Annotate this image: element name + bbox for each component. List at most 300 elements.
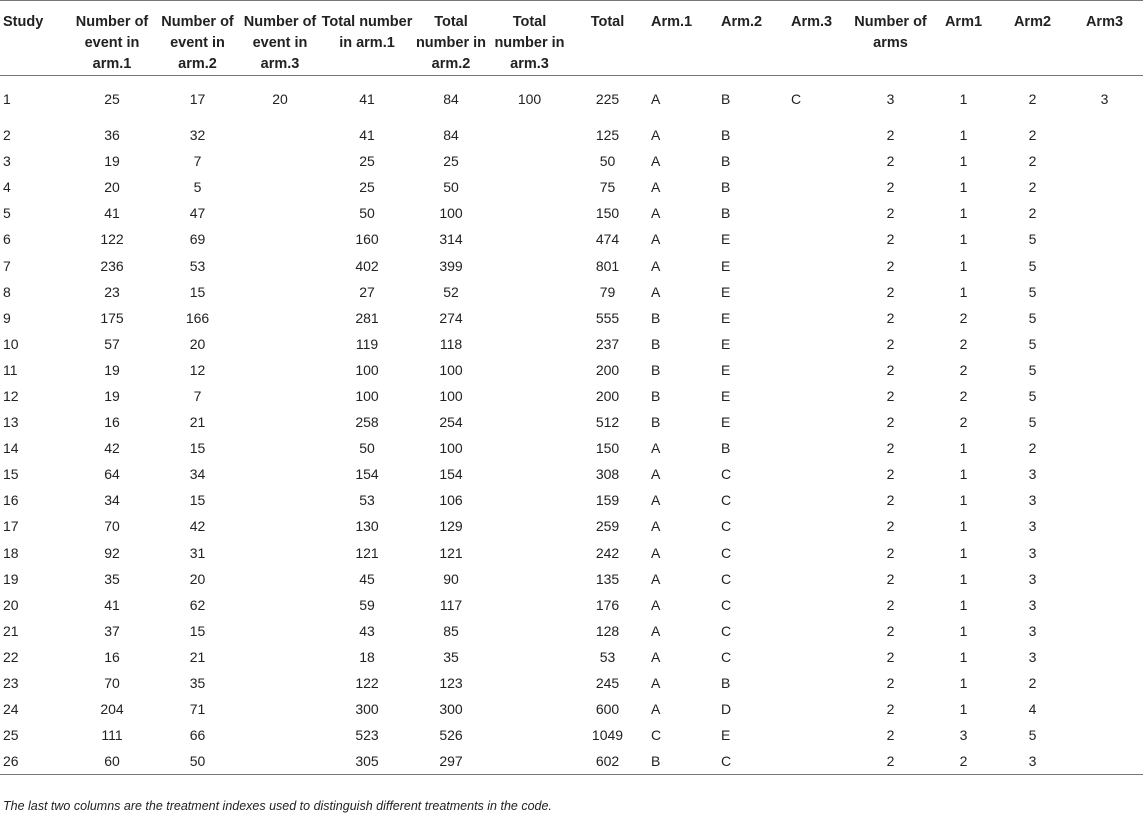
table-cell: 150: [595, 440, 620, 457]
table-cell: 3: [1028, 492, 1037, 509]
table-cell: 3: [1028, 648, 1037, 665]
table-cell: 75: [599, 179, 616, 196]
table-cell: 154: [355, 466, 379, 483]
table-cell: [783, 279, 853, 305]
table-cell: 84: [443, 91, 459, 107]
table-cell: 166: [185, 309, 210, 326]
table-cell: [783, 435, 853, 461]
table-cell: 2: [1028, 127, 1037, 144]
table-cell: [489, 122, 570, 148]
table-cell: 200: [595, 387, 620, 404]
table-cell: 245: [595, 675, 620, 692]
table-cell: 2: [886, 361, 895, 378]
column-header: Arm.2: [721, 14, 763, 30]
table-cell: 100: [439, 440, 463, 457]
table-cell: 19: [104, 361, 120, 378]
table-cell: 2: [886, 570, 895, 587]
table-cell: 2: [886, 518, 895, 535]
table-cell: C: [721, 544, 732, 561]
table-cell: 41: [104, 205, 120, 222]
table-cell: A: [651, 205, 661, 222]
table-cell: [1066, 670, 1143, 696]
table-cell: 122: [100, 231, 124, 248]
table-cell: C: [721, 466, 732, 483]
table-cell: [783, 461, 853, 487]
table-cell: [489, 748, 570, 775]
table-cell: [239, 513, 321, 539]
table-cell: B: [721, 153, 731, 170]
table-header: [0, 1, 1143, 76]
table-cell: 242: [595, 544, 620, 561]
table-cell: E: [721, 335, 731, 352]
table-cell: A: [651, 622, 661, 639]
table-cell: 53: [599, 648, 616, 665]
table-cell: 1: [959, 701, 968, 718]
table-cell: [239, 357, 321, 383]
table-cell: [783, 670, 853, 696]
table-cell: [239, 383, 321, 409]
table-cell: 125: [595, 127, 620, 144]
table-cell: A: [651, 231, 661, 248]
table-cell: 18: [359, 648, 375, 665]
table-cell: [1066, 305, 1143, 331]
table-cell: 5: [193, 179, 202, 196]
table-cell: 14: [3, 440, 19, 457]
table-cell: 2: [1028, 179, 1037, 196]
table-cell: 53: [189, 257, 206, 274]
table-cell: 17: [3, 518, 19, 535]
table-cell: 62: [189, 596, 206, 613]
table-cell: 1: [959, 205, 968, 222]
table-cell: [1066, 226, 1143, 252]
table-cell: 5: [1028, 414, 1037, 431]
table-cell: [783, 252, 853, 278]
table-cell: [1066, 644, 1143, 670]
table-cell: 254: [439, 414, 463, 431]
table-cell: [489, 226, 570, 252]
table-cell: 3: [1028, 622, 1037, 639]
table-cell: [239, 174, 321, 200]
table-row: [0, 435, 1143, 461]
table-cell: [489, 409, 570, 435]
table-cell: 3: [1028, 596, 1037, 613]
table-cell: 3: [886, 91, 895, 107]
table-cell: 25: [443, 153, 459, 170]
table-cell: 18: [3, 544, 19, 561]
table-cell: [1066, 618, 1143, 644]
table-cell: [489, 618, 570, 644]
table-cell: [783, 513, 853, 539]
table-cell: 21: [189, 648, 206, 665]
table-cell: 100: [355, 387, 379, 404]
table-cell: [783, 696, 853, 722]
table-cell: 36: [104, 127, 120, 144]
table-cell: 13: [3, 414, 19, 431]
table-cell: B: [721, 440, 731, 457]
table-cell: [489, 513, 570, 539]
table-cell: [239, 566, 321, 592]
table-cell: 19: [104, 153, 120, 170]
table-cell: 3: [1028, 570, 1037, 587]
table-row: [0, 331, 1143, 357]
table-cell: [239, 122, 321, 148]
table-cell: A: [651, 127, 661, 144]
table-cell: [783, 487, 853, 513]
table-cell: 57: [104, 335, 120, 352]
table-cell: 130: [355, 518, 379, 535]
table-cell: 2: [886, 153, 895, 170]
table-cell: 5: [1028, 231, 1037, 248]
table-cell: [489, 696, 570, 722]
table-cell: 1: [959, 153, 968, 170]
table-cell: [1066, 540, 1143, 566]
table-cell: E: [721, 361, 731, 378]
table-cell: A: [651, 544, 661, 561]
table-cell: [783, 383, 853, 409]
table-cell: [1066, 200, 1143, 226]
table-cell: 2: [886, 257, 895, 274]
table-cell: [1066, 487, 1143, 513]
table-cell: 555: [595, 309, 620, 326]
table-cell: 2: [886, 753, 895, 770]
table-cell: [1066, 357, 1143, 383]
table-cell: [489, 722, 570, 748]
table-cell: [239, 409, 321, 435]
table-cell: 602: [595, 753, 620, 770]
table-cell: 512: [595, 414, 620, 431]
table-cell: 34: [104, 492, 120, 509]
table-cell: [489, 592, 570, 618]
table-cell: 1: [959, 518, 968, 535]
table-cell: 19: [104, 387, 120, 404]
table-cell: 176: [595, 596, 620, 613]
table-cell: 15: [189, 440, 206, 457]
table-cell: [783, 122, 853, 148]
table-row: [0, 696, 1143, 722]
table-cell: 111: [101, 727, 123, 744]
table-cell: C: [721, 570, 732, 587]
table-cell: 2: [1028, 91, 1037, 107]
table-cell: 21: [3, 622, 19, 639]
table-cell: 2: [1028, 205, 1037, 222]
table-cell: A: [651, 257, 661, 274]
table-cell: 3: [1028, 466, 1037, 483]
table-row: [0, 540, 1143, 566]
table-cell: [489, 148, 570, 174]
table-cell: 85: [443, 622, 459, 639]
table-cell: 20: [272, 91, 288, 107]
table-cell: 2: [886, 231, 895, 248]
table-cell: 3: [959, 727, 968, 744]
table-cell: 122: [355, 675, 379, 692]
table-cell: [1066, 252, 1143, 278]
table-cell: [489, 540, 570, 566]
table-cell: 35: [189, 675, 206, 692]
table-cell: E: [721, 231, 731, 248]
table-cell: 474: [595, 231, 620, 248]
table-cell: 50: [189, 753, 206, 770]
table-cell: [239, 148, 321, 174]
table-cell: 15: [189, 283, 206, 300]
table-cell: 128: [595, 622, 620, 639]
table-cell: A: [651, 91, 661, 107]
table-cell: B: [651, 414, 661, 431]
table-cell: [783, 226, 853, 252]
table-cell: [783, 148, 853, 174]
table-cell: B: [721, 127, 731, 144]
table-cell: 41: [359, 91, 375, 107]
table-cell: C: [721, 596, 732, 613]
table-cell: 9: [3, 309, 11, 326]
table-cell: 5: [1028, 727, 1037, 744]
table-cell: [1066, 148, 1143, 174]
column-header: Number of event in arm.2: [161, 14, 234, 72]
table-cell: 7: [193, 387, 202, 404]
table-cell: 35: [104, 570, 120, 587]
table-cell: 204: [100, 701, 124, 718]
table-cell: 2: [886, 127, 895, 144]
table-cell: [239, 461, 321, 487]
table-cell: A: [651, 648, 661, 665]
table-cell: 5: [3, 205, 11, 222]
table-cell: 32: [189, 127, 206, 144]
table-cell: 42: [104, 440, 120, 457]
table-cell: 399: [439, 257, 463, 274]
table-cell: [489, 487, 570, 513]
table-cell: 47: [189, 205, 206, 222]
table-cell: 5: [1028, 257, 1037, 274]
table-cell: 50: [359, 440, 375, 457]
column-header: Total number in arm.3: [494, 14, 565, 72]
table-cell: [783, 592, 853, 618]
table-cell: E: [721, 414, 731, 431]
table-cell: [239, 540, 321, 566]
table-cell: 2: [886, 283, 895, 300]
table-cell: [239, 748, 321, 775]
table-cell: [1066, 122, 1143, 148]
table-cell: 50: [599, 153, 616, 170]
table-cell: [239, 644, 321, 670]
table-cell: 3: [1028, 518, 1037, 535]
table-cell: [239, 618, 321, 644]
table-cell: [489, 644, 570, 670]
table-cell: [1066, 409, 1143, 435]
table-cell: 1: [959, 596, 968, 613]
table-cell: E: [721, 283, 731, 300]
table-cell: 237: [595, 335, 620, 352]
table-cell: 59: [359, 596, 375, 613]
table-cell: 200: [595, 361, 620, 378]
table-cell: [783, 748, 853, 775]
table-cell: [783, 644, 853, 670]
table-cell: 53: [359, 492, 375, 509]
table-cell: 25: [3, 727, 19, 744]
table-cell: 15: [189, 622, 206, 639]
table-row: [0, 305, 1143, 331]
table-row: [0, 76, 1143, 123]
column-header: Total: [590, 14, 625, 30]
table-cell: 20: [104, 179, 120, 196]
table-cell: 92: [104, 544, 120, 561]
table-cell: 2: [886, 414, 895, 431]
table-cell: [783, 722, 853, 748]
table-cell: 300: [355, 701, 379, 718]
table-cell: C: [721, 492, 732, 509]
table-cell: 274: [439, 309, 463, 326]
table-cell: 5: [1028, 361, 1037, 378]
table-cell: 236: [100, 257, 124, 274]
table-cell: 526: [439, 727, 463, 744]
table-row: [0, 174, 1143, 200]
table-cell: [489, 461, 570, 487]
table-cell: B: [721, 205, 731, 222]
table-cell: [489, 435, 570, 461]
table-cell: 2: [886, 179, 895, 196]
table-cell: 70: [104, 675, 120, 692]
table-cell: 2: [886, 466, 895, 483]
column-header: Number of arms: [854, 14, 927, 51]
table-cell: 118: [439, 335, 463, 352]
table-cell: [1066, 174, 1143, 200]
table-cell: 34: [189, 466, 206, 483]
table-cell: 154: [439, 466, 463, 483]
table-cell: 20: [3, 596, 19, 613]
table-cell: 1049: [591, 727, 624, 744]
table-cell: [489, 252, 570, 278]
table-cell: 523: [355, 727, 379, 744]
table-cell: [489, 305, 570, 331]
table-cell: [1066, 566, 1143, 592]
table-cell: 1: [959, 257, 968, 274]
table-cell: 23: [104, 283, 120, 300]
table-cell: B: [721, 179, 731, 196]
table-cell: 2: [886, 440, 895, 457]
table-cell: C: [651, 727, 662, 744]
table-cell: A: [651, 518, 661, 535]
table-cell: A: [651, 466, 661, 483]
table-cell: 19: [3, 570, 19, 587]
table-cell: A: [651, 283, 661, 300]
table-cell: A: [651, 675, 661, 692]
table-cell: [489, 279, 570, 305]
table-cell: [239, 722, 321, 748]
table-cell: [489, 200, 570, 226]
column-header: Arm1: [944, 14, 983, 30]
table-row: [0, 644, 1143, 670]
table-row: [0, 409, 1143, 435]
table-cell: 25: [359, 179, 375, 196]
table-cell: 2: [886, 492, 895, 509]
table-cell: 64: [104, 466, 120, 483]
table-row: [0, 279, 1143, 305]
table-cell: 314: [439, 231, 463, 248]
table-cell: 31: [189, 544, 206, 561]
table-cell: 2: [1028, 675, 1037, 692]
table-cell: B: [721, 675, 731, 692]
column-header: Study: [3, 14, 44, 30]
table-cell: 5: [1028, 387, 1037, 404]
table-cell: 159: [595, 492, 620, 509]
table-cell: [489, 383, 570, 409]
table-cell: B: [651, 753, 661, 770]
table-cell: [783, 331, 853, 357]
table-cell: A: [651, 570, 661, 587]
table-cell: [1066, 461, 1143, 487]
table-body: [0, 76, 1143, 775]
table-cell: 16: [3, 492, 19, 509]
table-cell: C: [721, 518, 732, 535]
table-cell: 27: [359, 283, 375, 300]
table-cell: 121: [355, 544, 379, 561]
table-cell: 300: [439, 701, 463, 718]
table-cell: 2: [1028, 440, 1037, 457]
table-cell: 1: [959, 570, 968, 587]
table-cell: 2: [886, 205, 895, 222]
table-cell: 297: [439, 753, 463, 770]
table-cell: [239, 226, 321, 252]
table-row: [0, 748, 1143, 775]
table-cell: 121: [439, 544, 463, 561]
column-header: Total number in arm.2: [415, 14, 487, 72]
table-cell: [1066, 331, 1143, 357]
table-cell: 2: [886, 387, 895, 404]
table-cell: [783, 305, 853, 331]
table-cell: 1: [959, 622, 968, 639]
table-cell: [1066, 383, 1143, 409]
table-cell: C: [721, 753, 732, 770]
table-cell: [783, 174, 853, 200]
table-cell: E: [721, 309, 731, 326]
table-cell: 2: [886, 596, 895, 613]
table-cell: 23: [3, 675, 19, 692]
table-cell: E: [721, 727, 731, 744]
table-cell: [783, 540, 853, 566]
table-cell: [489, 174, 570, 200]
table-cell: B: [721, 91, 731, 107]
header-row: [0, 1, 1143, 76]
table-cell: 1: [959, 440, 968, 457]
table-cell: [783, 409, 853, 435]
table-cell: 15: [3, 466, 19, 483]
table-cell: C: [721, 622, 732, 639]
table-cell: [489, 566, 570, 592]
table-row: [0, 592, 1143, 618]
table-row: [0, 200, 1143, 226]
table-cell: [1066, 748, 1143, 775]
table-cell: 600: [595, 701, 620, 718]
table-cell: [239, 670, 321, 696]
table-cell: 50: [359, 205, 375, 222]
table-cell: 5: [1028, 335, 1037, 352]
table-cell: 1: [959, 231, 968, 248]
table-cell: 20: [189, 570, 206, 587]
table-cell: [1066, 279, 1143, 305]
table-cell: [1066, 722, 1143, 748]
table-cell: 25: [359, 153, 375, 170]
table-cell: 50: [443, 179, 459, 196]
table-cell: 225: [595, 91, 620, 107]
table-cell: 2: [3, 127, 11, 144]
table-cell: 2: [959, 335, 968, 352]
table-cell: A: [651, 492, 661, 509]
table-cell: [239, 305, 321, 331]
table-row: [0, 357, 1143, 383]
column-header: Arm.1: [651, 14, 693, 30]
table-cell: [783, 618, 853, 644]
table-cell: [239, 279, 321, 305]
table-cell: 801: [595, 257, 620, 274]
table-cell: [783, 566, 853, 592]
